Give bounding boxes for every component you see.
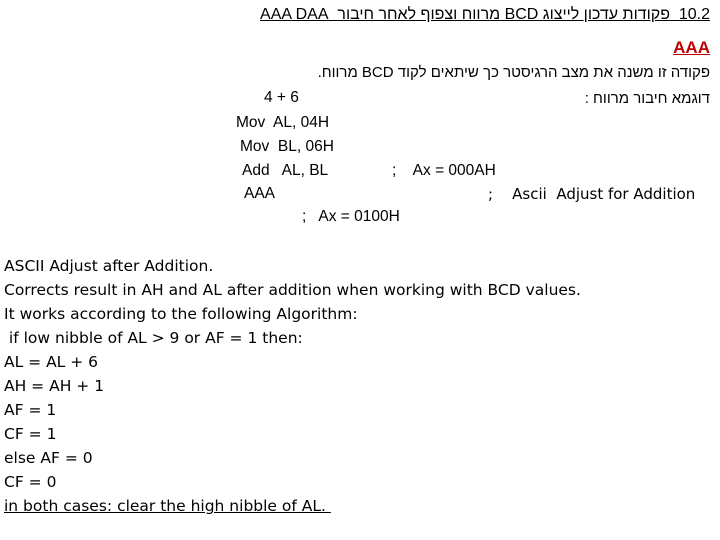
desc-line-3: It works according to the following Algorithm: xyxy=(4,305,358,323)
comment-aaa-result: ; Ax = 0100H xyxy=(302,208,400,225)
desc-line-7: AF = 1 xyxy=(4,401,57,419)
desc-line-10: CF = 0 xyxy=(4,473,57,491)
title-number: 10.2 xyxy=(678,6,710,23)
code-line-add: Add AL, BL xyxy=(242,162,329,179)
desc-line-2: Corrects result in AH and AL after addition when working with BCD values. xyxy=(4,281,581,299)
title-hebrew-rest: מרווח וצפוף לאחר חיבור xyxy=(337,6,501,23)
comment-aaa-meaning: ; Ascii Adjust for Addition xyxy=(488,185,696,203)
desc-line-11: in both cases: clear the high nibble of AL. xyxy=(4,497,331,515)
page-title xyxy=(260,6,710,24)
desc-line-9: else AF = 0 xyxy=(4,449,93,467)
desc-line-4: if low nibble of AL > 9 or AF = 1 then: xyxy=(4,329,303,347)
comment-add-result: ; Ax = 000AH xyxy=(392,162,496,179)
hebrew-description: פקודה זו משנה את מצב הרגיסטר כך שיתאים לקוד BCD מרווח. xyxy=(317,64,710,81)
desc-line-8: CF = 1 xyxy=(4,425,57,443)
code-line-mov-al: Mov AL, 04H xyxy=(236,114,330,131)
example-expression: 4 + 6 xyxy=(264,89,299,106)
example-label: דוגמא חיבור מרווח : xyxy=(584,90,710,107)
title-bcd: BCD xyxy=(504,6,539,23)
desc-line-6: AH = AH + 1 xyxy=(4,377,105,395)
code-line-mov-bl: Mov BL, 06H xyxy=(240,138,334,155)
desc-line-5: AL = AL + 6 xyxy=(4,353,99,371)
title-commands: AAA DAA xyxy=(260,6,329,23)
section-heading: AAA xyxy=(673,38,710,57)
desc-line-1: ASCII Adjust after Addition. xyxy=(4,257,214,275)
title-hebrew-main: פקודות עדכון לייצוג xyxy=(542,6,670,23)
code-line-aaa: AAA xyxy=(244,185,276,202)
